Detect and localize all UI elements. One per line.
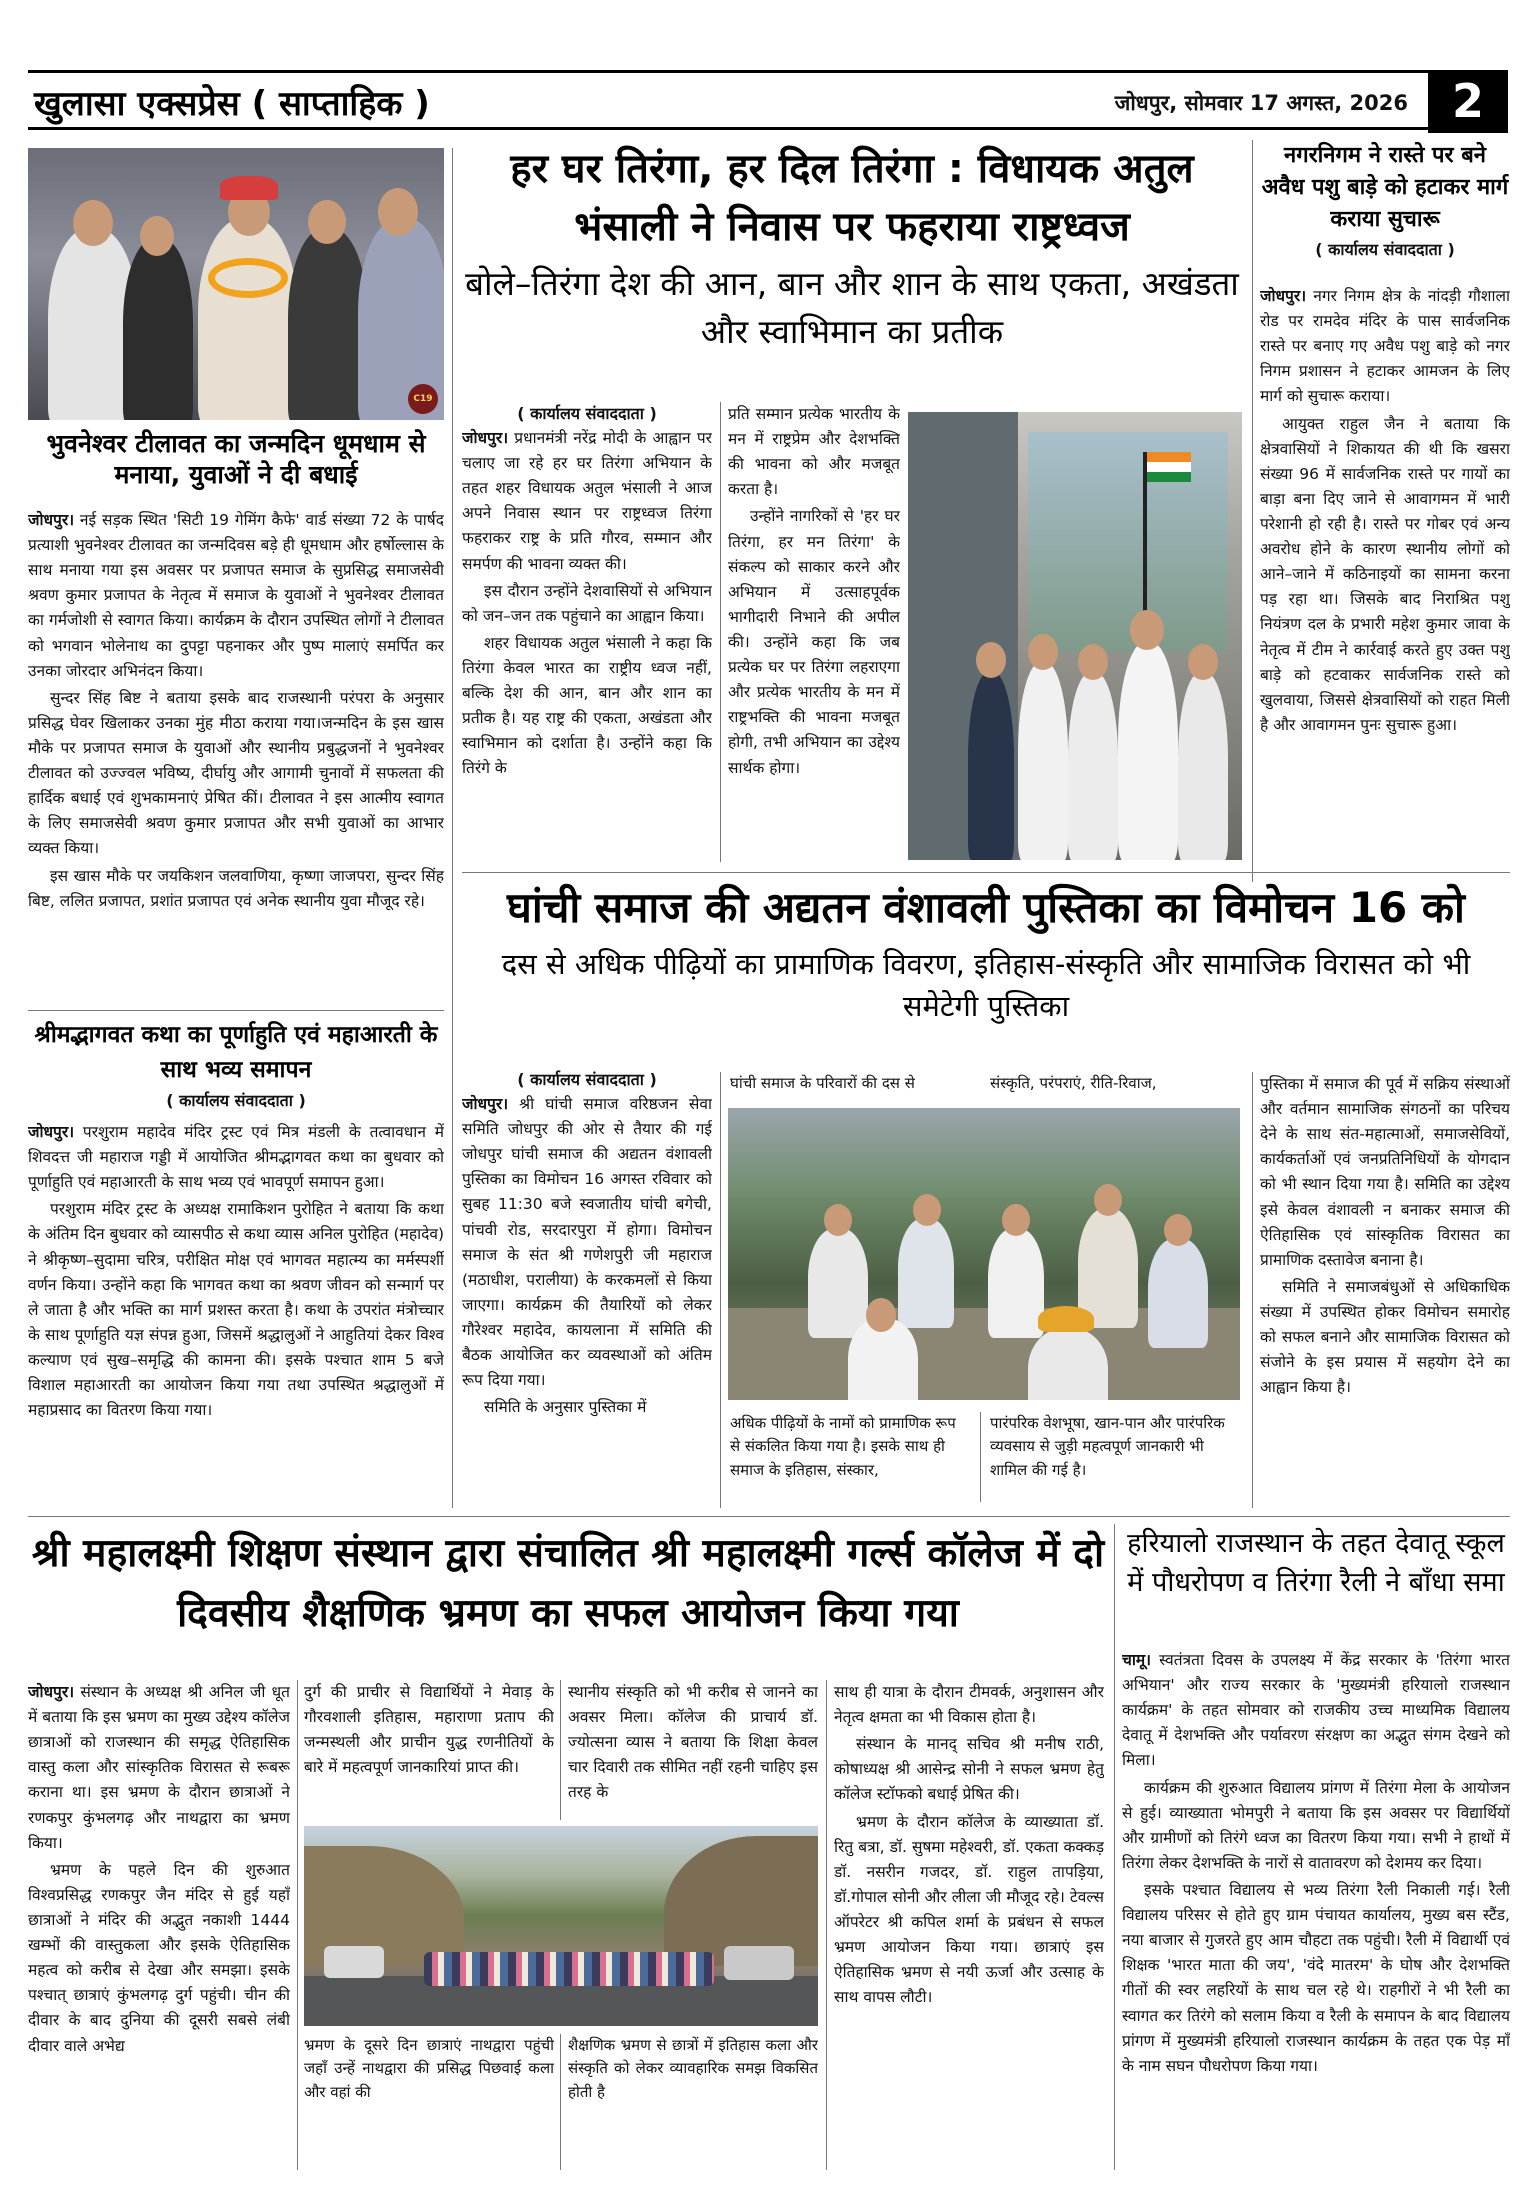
college-body-col3: स्थानीय संस्कृति को भी करीब से जानने का अवसर मिला। कॉलेज की प्राचार्य डॉ. ज्योत्सना व्यास ने बताया कि शिक्षा केवल चार दिवारी तक सीमित नहीं रहनी चाहिए इस तरह के	[568, 1683, 818, 1802]
ghanchi-body-col1: जोधपुर। श्री घांची समाज वरिष्ठजन सेवा समिति जोधपुर की ओर से तैयार की गई जोधपुर घांची समाज की अद्यतन वंशावली पुस्तिका का विमोचन 16 अगस्त रविवार को सुबह 11:30 बजे स्वजातीय घांची बगेची, पांचवी रोड, सरदारपुरा में होगा। विमोचन समाज के संत श्री गणेशपुरी जी महाराज (मठाधीश, परालीया) के करकमलों से किया जाएगा। कार्यक्रम की तैयारियों को लेकर गौरेश्वर महादेव, कायलाना में समिति की बैठक आयोजित कर व्यवस्थाओं को अंतिम रूप दिया गया। समिति के अनुसार पुस्तिका में	[462, 1095, 712, 1417]
tiranga-headline: हर घर तिरंगा, हर दिल तिरंगा : विधायक अतुल भंसाली ने निवास पर फहराया राष्ट्रध्वज	[510, 146, 1194, 250]
birthday-headline: भुवनेश्वर टीलावत का जन्मदिन धूमधाम से मनाया, युवाओं ने दी बधाई	[46, 429, 426, 490]
katha-body: जोधपुर। परशुराम महादेव मंदिर ट्रस्ट एवं मित्र मंडली के तत्वावधान में शिवदत्त जी महाराज गड्डी में आयोजित श्रीमद्भागवत कथा का बुधवार को पूर्णाहुति एवं महाआरती के साथ भव्य एवं भावपूर्ण समापन हुआ। परशुराम मंदिर ट्रस्ट के अध्यक्ष रामाकिशन पुरोहित ने बताया कि कथा के अंतिम दिन बुधवार को व्यासपीठ से कथा व्यास अनिल पुरोहित (महादेव) ने श्रीकृष्ण–सुदामा चरित्र, परीक्षित मोक्ष एवं भागवत महात्म्य का मर्मस्पर्शी वर्णन किया। उन्होंने कहा कि भागवत कथा का श्रवण जीवन को सन्मार्ग पर ले जाता है और भक्ति का मार्ग प्रशस्त करता है। कथा के उपरांत मंत्रोच्चार के साथ पूर्णाहुति यज्ञ संपन्न हुआ, जिसमें श्रद्धालुओं ने आहुतियां देकर विश्व कल्याण एवं सुख–समृद्धि की कामना की। इसके पश्चात शाम 5 बजे विशाल महाआरती का आयोजन किया गया तथा उपस्थित श्रद्धालुओं में महाप्रसाद का वितरण किया गया।	[28, 1123, 444, 1420]
hariyalo-body: चामू। स्वतंत्रता दिवस के उपलक्ष्य में केंद्र सरकार के 'तिरंगा भारत अभियान' और राज्य सरकार के 'मुख्यमंत्री हरियालो राजस्थान कार्यक्रम' के तहत सोमवार को राजकीय उच्च माध्यमिक विद्यालय देवातू में देशभक्ति और पर्यावरण संरक्षण का अद्भुत संगम देखने को मिला। कार्यक्रम की शुरुआत विद्यालय प्रांगण में तिरंगा मेला के आयोजन से हुई। व्याख्याता भोमपुरी ने बताया कि इस अवसर पर विद्यार्थियों और ग्रामीणों को तिरंगे ध्वज का वितरण किया गया। सभी ने हाथों में तिरंगा लेकर देशभक्ति के नारों से वातावरण को देशमय कर दिया। इसके पश्चात विद्यालय से भव्य तिरंगा रैली निकाली गई। रैली विद्यालय परिसर से होते हुए ग्राम पंचायत कार्यालय, मुख्य बस स्टैंड, नया बाजार से गुजरते हुए आम चौहटा तक पहुंची। रैली में विद्यार्थी एवं शिक्षक 'भारत माता की जय', 'वंदे मातरम' के घोष और देशभक्ति गीतों की स्वर लहरियों के साथ चल रहे थे। राहगीरों ने भी रैली का स्वागत कर तिरंगे को सलाम किया व रैली के समापन के बाद विद्यालय प्रांगण में मुख्यमंत्री हरियालो राजस्थान कार्यक्रम के तहत एक पेड़ माँ के नाम सघन पौधरोपण किया गया।	[1122, 1651, 1510, 2075]
page-number: 2	[1428, 70, 1508, 133]
katha-credit: ( कार्यालय संवाददाता )	[166, 1091, 306, 1110]
ghanchi-credit: ( कार्यालय संवाददाता )	[517, 1070, 657, 1089]
college-body-col1: जोधपुर। संस्थान के अध्यक्ष श्री अनिल जी धूत में बताया कि इस भ्रमण का मुख्य उद्देश्य कॉलेज छात्राओं को राजस्थान की समृद्ध ऐतिहासिक वास्तु कला और सांस्कृतिक विरासत से रूबरू कराना था। इस भ्रमण के दौरान छात्राओं ने रणकपुर कुंभलगढ़ और नाथद्वारा का भ्रमण किया। भ्रमण के पहले दिन की शुरुआत विश्वप्रसिद्ध रणकपुर जैन मंदिर से हुई यहाँ छात्राओं ने मंदिर की अद्भुत नकाशी 1444 खम्भों की वास्तुकला और इसके ऐतिहासिक महत्व को करीब से देखा और समझा। इसके पश्चात् छात्राएं कुंभलगढ़ दुर्ग पहुंची। चीन की दीवार के बाद दुनिया की दूसरी सबसे लंबी दीवार वाले अभेद्य	[28, 1683, 290, 2055]
college-body-col4: साथ ही यात्रा के दौरान टीमवर्क, अनुशासन और नेतृत्व क्षमता का भी विकास होता है। संस्थान के मानद् सचिव श्री मनीष राठी, कोषाध्यक्ष श्री आसेन्द्र सोनी ने सफल भ्रमण हेतु कॉलेज स्टॉफको बधाई प्रेषित की। भ्रमण के दौरान कॉलेज के व्याख्याता डॉ. रितु बत्रा, डॉ. सुषमा महेश्वरी, डॉ. एकता कक्कड़ डॉ. नसरीन गजदर, डॉ. राहुल तापड़िया, डॉ.गोपाल सोनी और लीला जी मौजूद रहे। टेवल्स ऑपरेटर श्री कपिल शर्मा के प्रबंधन से सफल भ्रमण आयोजन किया गया। छात्राएं इस ऐतिहासिक भ्रमण से नयी ऊर्जा और उत्साह के साथ वापस लौटी।	[834, 1683, 1104, 2007]
encroach-credit: ( कार्यालय संवाददाता )	[1315, 239, 1455, 259]
tiranga-body-col1: जोधपुर। प्रधानमंत्री नरेंद्र मोदी के आह्वान पर चलाए जा रहे हर घर तिरंगा अभियान के तहत शहर विधायक अतुल भंसाली ने आज अपने निवास स्थान पर राष्ट्रध्वज तिरंगा फहराकर राष्ट्र के प्रति गौरव, सम्मान और समर्पण की भावना व्यक्त की। इस दौरान उन्होंने देशवासियों से अभियान को जन–जन तक पहुंचाने का आह्वान किया। शहर विधायक अतुल भंसाली ने कहा कि तिरंगा केवल भारत का राष्ट्रीय ध्वज नहीं, बल्कि देश की आन, बान और शान का प्रतीक है। यह राष्ट्र की एकता, अखंडता और स्वाभिमान को दर्शाता है। उन्होंने कहा कि तिरंगे के	[462, 429, 712, 778]
hariyalo-headline: हरियालो राजस्थान के तहत देवातू स्कूल में पौधरोपण व तिरंगा रैली ने बाँधा समा	[1127, 1528, 1505, 1599]
ghanchi-subhead: दस से अधिक पीढ़ियों का प्रामाणिक विवरण, इतिहास-संस्कृति और सामाजिक विरासत को भी समेटेगी पुस्तिका	[501, 946, 1471, 1023]
college-text-right: शैक्षणिक भ्रमण से छात्रों में इतिहास कला और संस्कृति को लेकर व्यावहारिक समझ विकसित होती है	[568, 2036, 818, 2101]
flag-hoisting-photo	[908, 412, 1242, 860]
ghanchi-text-top-right: संस्कृति, परंपराएं, रीति-रिवाज,	[990, 1074, 1157, 1092]
ghanchi-meeting-photo	[728, 1108, 1240, 1400]
birthday-photo	[28, 148, 444, 420]
ghanchi-text-right: पारंपरिक वेशभूषा, खान-पान और पारंपरिक व्यवसाय से जुड़ी महत्वपूर्ण जानकारी भी शामिल की गई है।	[990, 1414, 1225, 1479]
birthday-body: जोधपुर। नई सड़क स्थित 'सिटी 19 गेमिंग कैफे' वार्ड संख्या 72 के पार्षद प्रत्याशी भुवनेश्वर टीलावत का जन्मदिवस बड़े ही धूमधाम और हर्षोल्लास के साथ मनाया गया इस अवसर पर प्रजापत समाज के सुप्रसिद्ध समाजसेवी श्रवण कुमार प्रजापत के नेतृत्व में समाज के युवाओं ने भुवनेश्वर टीलावत का गर्मजोशी से स्वागत किया। कार्यक्रम के दौरान उपस्थित लोगों ने टीलावत को भगवान भोलेनाथ का दुपट्टा पहनाकर और पुष्प मालाएं समर्पित कर उनका जोरदार अभिनंदन किया। सुन्दर सिंह बिष्ट ने बताया इसके बाद राजस्थानी परंपरा के अनुसार प्रसिद्ध घेवर खिलाकर उनका मुंह मीठा कराया गया।जन्मदिन के इस खास मौके पर प्रजापत समाज के युवाओं और स्थानीय प्रबुद्धजनों ने भुवनेश्वर टीलावत को उज्ज्वल भविष्य, दीर्घायु और आगामी चुनावों में सफलता की हार्दिक बधाई एवं शुभकामनाएं प्रेषित कीं। टीलावत ने इस आत्मीय स्वागत के लिए समाजसेवी श्रवण कुमार प्रजापत और सभी युवाओं का आभार व्यक्त किया। इस खास मौके पर जयकिशन जलवाणिया, कृष्णा जाजपरा, सुन्दर सिंह बिष्ट, ललित प्रजापत, प्रशांत प्रजापत एवं अनेक स्थानीय युवा मौजूद रहे।	[28, 511, 444, 910]
issue-date: जोधपुर, सोमवार 17 अगस्त, 2026	[1114, 91, 1408, 115]
newspaper-name: खुलासा एक्सप्रेस ( साप्ताहिक )	[34, 84, 430, 124]
tiranga-subhead: बोले–तिरंगा देश की आन, बान और शान के साथ एकता, अखंडता और स्वाभिमान का प्रतीक	[465, 264, 1239, 351]
tiranga-body-col2: प्रति सम्मान प्रत्येक भारतीय के मन में राष्ट्रप्रेम और देशभक्ति की भावना को और मजबूत करता है। उन्होंने नागरिकों से 'हर घर तिरंगा, हर मन तिरंगा' के संकल्प को साकार करने और अभियान में उत्साहपूर्वक भागीदारी निभाने की अपील की। उन्होंने कहा कि जब प्रत्येक घर पर तिरंगा लहराएगा और प्रत्येक भारतीय के मन में राष्ट्रभक्ति की भावना मजबूत होगी, तभी अभियान का उद्देश्य सार्थक होगा।	[728, 405, 900, 777]
encroach-headline: नगरनिगम ने रास्ते पर बने अवैध पशु बाड़े को हटाकर मार्ग कराया सुचारू	[1261, 143, 1509, 232]
dateline: जोधपुर।	[28, 511, 75, 529]
encroach-body: जोधपुर। नगर निगम क्षेत्र के नांदड़ी गौशाला रोड पर रामदेव मंदिर के पास सार्वजनिक रास्ते पर बनाए गए अवैध पशु बाड़े को नगर निगम प्रशासन ने हटाकर आमजन के लिए मार्ग को सुचारू कराया। आयुक्त राहुल जैन ने बताया कि क्षेत्रवासियों ने शिकायत की थी कि खसरा संख्या 96 में सार्वजनिक रास्ते पर गायों का बाड़ा बना दिए जाने से आवागमन में भारी परेशानी हो रही है। रास्ते पर गोबर एवं अन्य अवरोध होने के कारण स्थानीय लोगों को आने–जाने में कठिनाइयों का सामना करना पड़ रहा था। जिसके बाद निराश्रित पशु नियंत्रण दल के प्रभारी महेश कुमार जावा के नेतृत्व में टीम ने कार्रवाई करते हुए उक्त पशु बाड़े को हटवाकर सार्वजनिक रास्ते को खुलवाया, जिससे क्षेत्रवासियों को राहत मिली है और आवागमन पुनः सुचारू हुआ।	[1260, 287, 1510, 734]
college-text-left: भ्रमण के दूसरे दिन छात्राएं नाथद्वारा पहुंची जहाँ उन्हें नाथद्वारा की प्रसिद्ध पिछवाई कला और वहां की	[304, 2036, 554, 2101]
ghanchi-text-top-mid: घांची समाज के परिवारों की दस से	[730, 1074, 915, 1092]
ghanchi-body-col4: पुस्तिका में समाज की पूर्व में सक्रिय संस्थाओं और वर्तमान सामाजिक संगठनों का परिचय देने के साथ संत-महात्माओं, समाजसेवियों, कार्यकर्ताओं एवं जनप्रतिनिधियों के योगदान को भी स्थान दिया गया है। समिति का उद्देश्य इसे केवल वंशावली न बनाकर समाज की ऐतिहासिक एवं सांस्कृतिक विरासत का प्रामाणिक दस्तावेज बनाना है। समिति ने समाजबंधुओं से अधिकाधिक संख्या में उपस्थित होकर विमोचन समारोह को सफल बनाने और सामाजिक विरासत को संजोने के इस प्रयास में सहयोग देने का आह्वान किया है।	[1260, 1075, 1510, 1397]
ghanchi-headline: घांची समाज की अद्यतन वंशावली पुस्तिका का विमोचन 16 को	[507, 883, 1465, 932]
tricolor-flag-icon	[1147, 452, 1191, 482]
college-headline: श्री महालक्ष्मी शिक्षण संस्थान द्वारा संचालित श्री महालक्ष्मी गर्ल्स कॉलेज में दो दिवसीय शैक्षणिक भ्रमण का सफल आयोजन किया गया	[31, 1531, 1105, 1637]
college-trip-photo	[304, 1826, 818, 2026]
katha-headline: श्रीमद्भागवत कथा का पूर्णाहुति एवं महाआरती के साथ भव्य समापन	[34, 1022, 438, 1083]
college-body-col2: दुर्ग की प्राचीर से विद्यार्थियों ने मेवाड़ के गौरवशाली इतिहास, महाराणा प्रताप की जन्मस्थली और प्राचीन युद्ध रणनीतियों के बारे में महत्वपूर्ण जानकारियां प्राप्त की।	[304, 1683, 554, 1777]
masthead	[28, 70, 1508, 130]
cafe-logo-icon: C19	[408, 384, 438, 414]
tiranga-credit: ( कार्यालय संवाददाता )	[517, 404, 657, 423]
ghanchi-text-mid: अधिक पीढ़ियों के नामों को प्रामाणिक रूप से संकलित किया गया है। इसके साथ ही समाज के इतिहास, संस्कार,	[730, 1414, 956, 1479]
